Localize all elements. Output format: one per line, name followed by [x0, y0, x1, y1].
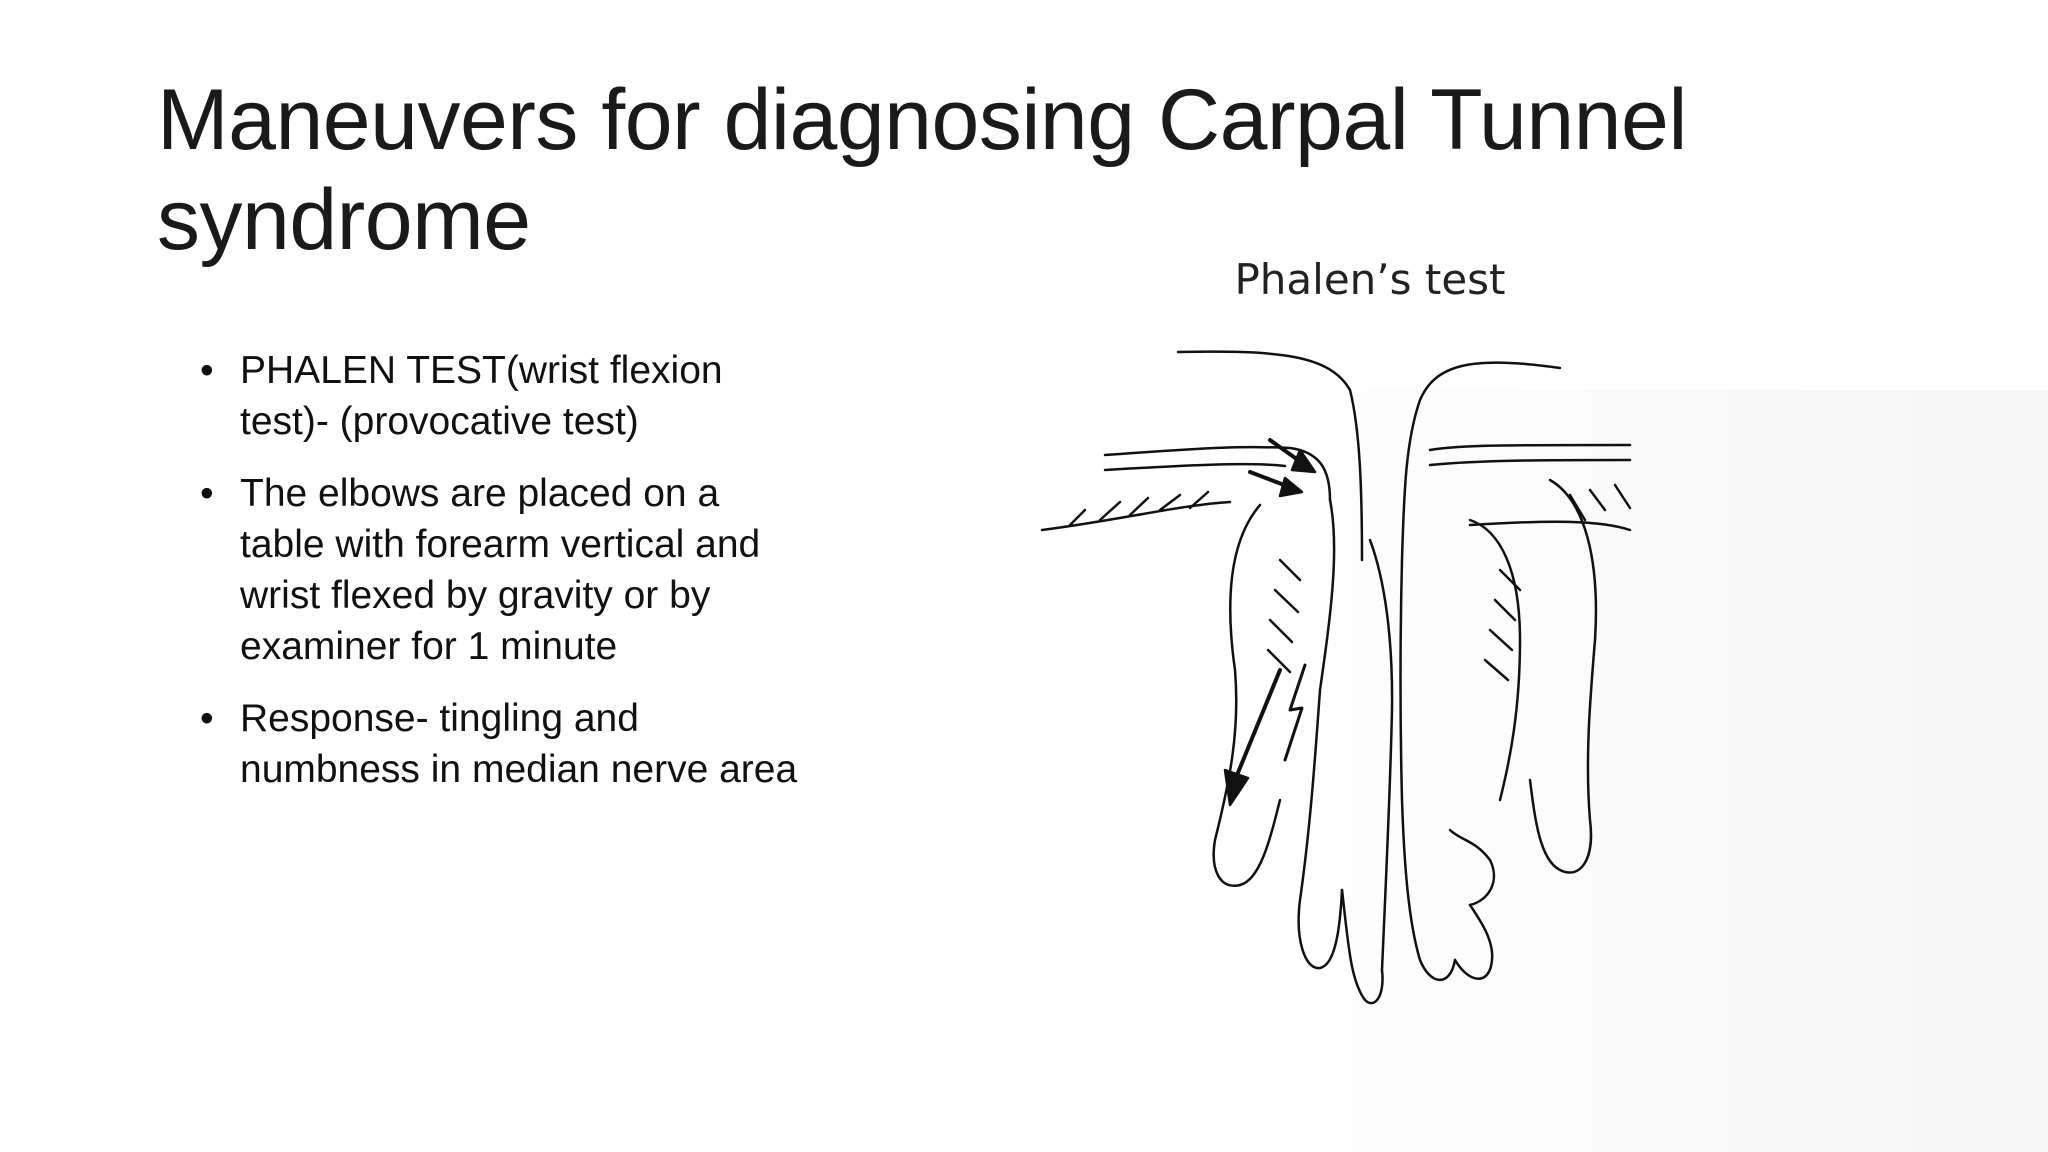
bullet-dot: •	[200, 472, 214, 515]
bullet-list	[200, 345, 800, 816]
bullet-item	[200, 468, 800, 672]
bullet-item	[200, 693, 800, 795]
bullet-dot: •	[200, 697, 214, 740]
phalens-test-illustration	[1030, 240, 1710, 1020]
bullet-item	[200, 345, 800, 447]
bullet-text: PHALEN TEST(wrist flexion test)- (provocative test)	[240, 349, 723, 443]
bullet-text: The elbows are placed on a table with forearm vertical and wrist flexed by gravity or by examiner for 1 minute	[240, 472, 761, 668]
bullet-dot: •	[200, 349, 214, 392]
bullet-text: Response- tingling and numbness in median nerve area	[240, 697, 798, 791]
figure-caption: Phalen’s test	[1234, 255, 1506, 304]
slide-title: Maneuvers for diagnosing Carpal Tunnel syndrome	[157, 72, 1687, 268]
